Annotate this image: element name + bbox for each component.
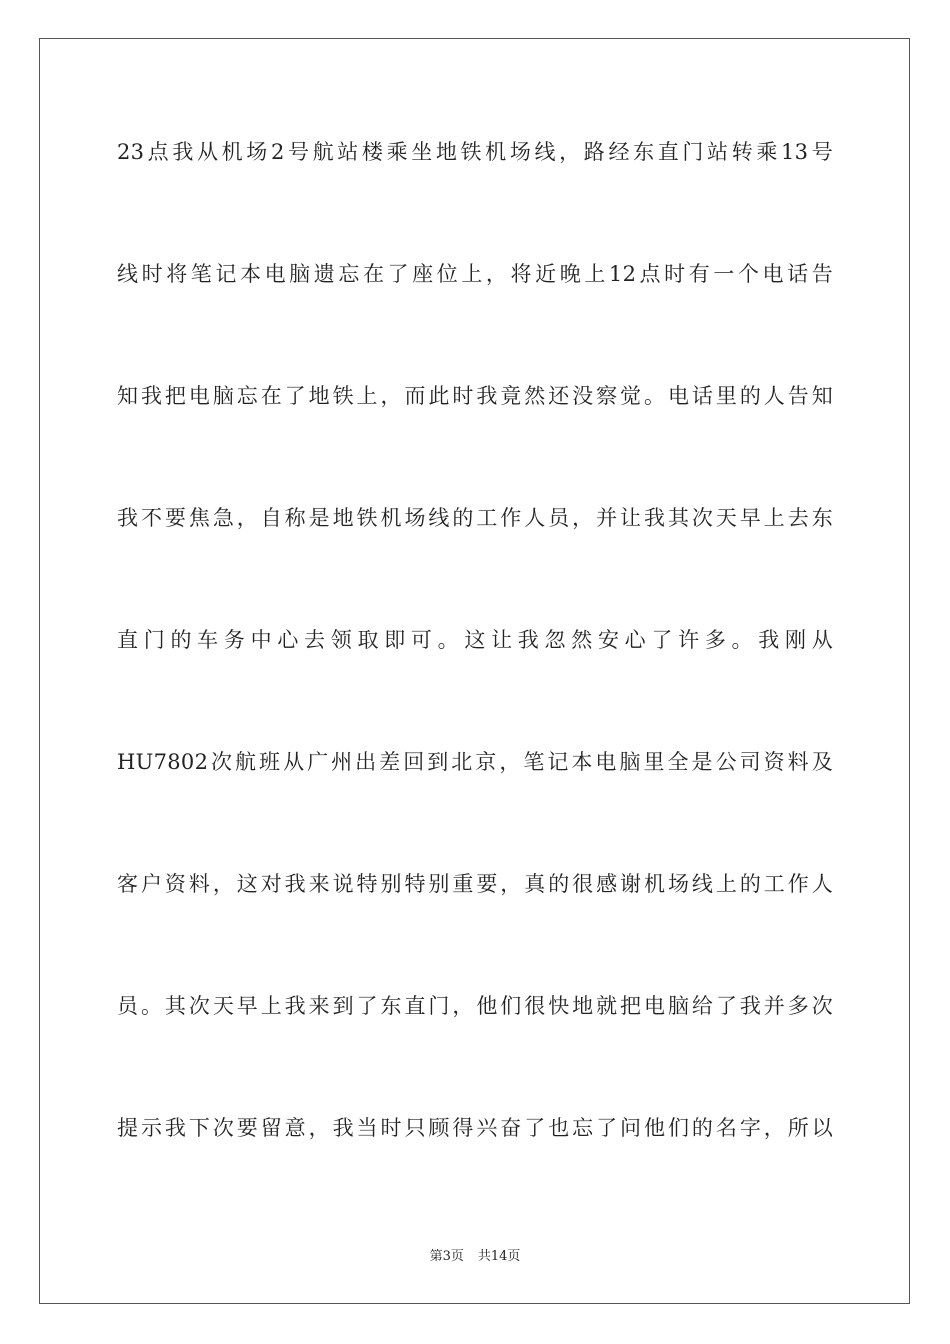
text-line: 直门的车务中心去领取即可。这让我忽然安心了许多。我刚从 [117, 628, 833, 652]
text-line: 员。其次天早上我来到了东直门，他们很快地就把电脑给了我并多次 [117, 994, 833, 1018]
text-line: 提示我下次要留意，我当时只顾得兴奋了也忘了问他们的名字，所以 [117, 1116, 833, 1140]
page-number-current: 第3页 [429, 1249, 464, 1264]
text-line: 我不要焦急，自称是地铁机场线的工作人员，并让我其次天早上去东 [117, 506, 833, 530]
text-line: HU7802次航班从广州出差回到北京，笔记本电脑里全是公司资料及 [117, 750, 833, 774]
text-line: 客户资料，这对我来说特别特别重要，真的很感谢机场线上的工作人 [117, 872, 833, 896]
text-line: 线时将笔记本电脑遗忘在了座位上，将近晚上12点时有一个电话告 [117, 262, 833, 286]
text-line: 知我把电脑忘在了地铁上，而此时我竟然还没察觉。电话里的人告知 [117, 384, 833, 408]
text-line: 23点我从机场2号航站楼乘坐地铁机场线，路经东直门站转乘13号 [117, 140, 833, 164]
page-footer [0, 1248, 950, 1266]
page-number-total: 共14页 [477, 1249, 521, 1264]
